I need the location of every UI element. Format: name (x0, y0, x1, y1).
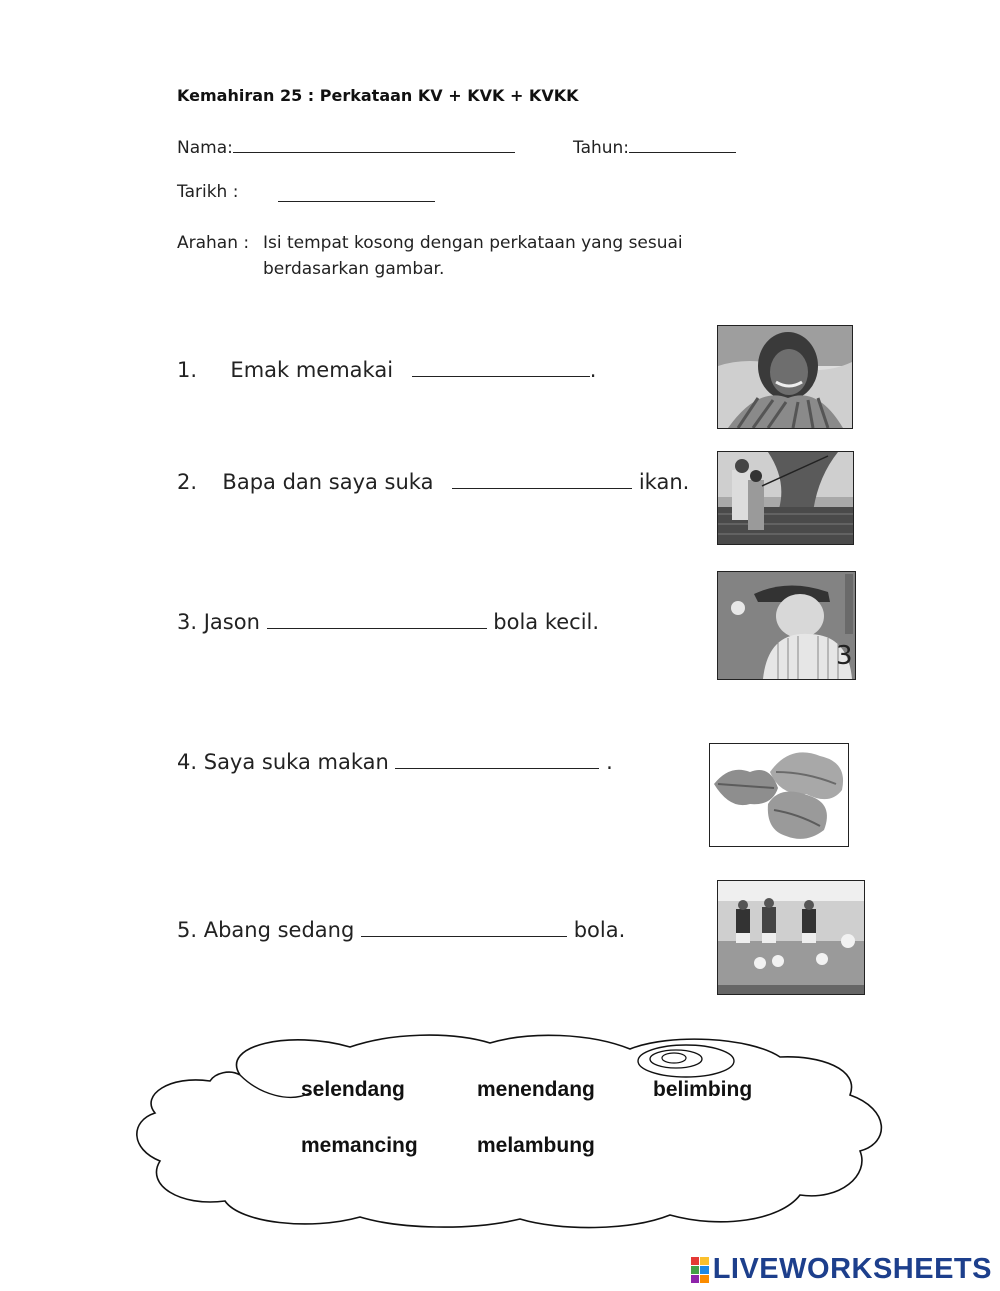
word-bank-cloud (130, 1025, 890, 1235)
date-row (177, 182, 238, 202)
answer-blank-1[interactable] (412, 356, 590, 377)
word-bank-word-2[interactable]: menendang (477, 1078, 595, 1101)
name-row (177, 134, 515, 158)
question-text-after: bola kecil. (493, 610, 600, 634)
question-1 (177, 356, 596, 382)
question-text-before: Saya suka makan (203, 750, 389, 774)
year-row (573, 134, 736, 158)
starfruit-photo (709, 743, 849, 847)
worksheet-title: Kemahiran 25 : Perkataan KV + KVK + KVKK (177, 86, 579, 105)
liveworksheets-logo[interactable] (691, 1253, 992, 1286)
question-2 (177, 468, 689, 494)
question-text-before: Bapa dan saya suka (222, 470, 434, 494)
question-text-after: bola. (573, 918, 626, 942)
answer-blank-3[interactable] (267, 608, 487, 629)
woman-with-shawl-photo (717, 325, 853, 429)
word-bank-word-4[interactable]: memancing (301, 1134, 418, 1157)
instruction-label: Arahan : (177, 233, 250, 253)
instruction-line2: berdasarkan gambar. (263, 259, 445, 279)
question-3 (177, 608, 599, 634)
question-number: 1. (177, 358, 198, 382)
question-text-before: Abang sedang (203, 918, 355, 942)
answer-blank-5[interactable] (361, 916, 567, 937)
question-text-before: Emak memakai (230, 358, 394, 382)
word-bank-word-5[interactable]: melambung (477, 1134, 595, 1157)
date-label: Tarikh : (177, 182, 239, 202)
name-line (233, 134, 515, 153)
year-line (629, 134, 736, 153)
liveworksheets-logo-icon (691, 1257, 709, 1283)
kids-soccer-photo (717, 880, 865, 995)
date-line (278, 183, 435, 202)
instruction-line1: Isi tempat kosong dengan perkataan yang sesuai (263, 233, 683, 253)
word-bank-word-1[interactable]: selendang (301, 1078, 405, 1101)
question-text-after: . (589, 358, 597, 382)
question-text-after: . (606, 750, 613, 774)
liveworksheets-logo-text: LIVEWORKSHEETS (712, 1253, 992, 1285)
answer-blank-4[interactable] (395, 748, 599, 769)
question-text-after: ikan. (638, 470, 690, 494)
question-number: 3. (177, 610, 198, 634)
word-bank-word-3[interactable]: belimbing (653, 1078, 753, 1101)
question-4 (177, 748, 613, 774)
name-label: Nama: (177, 138, 233, 158)
year-label: Tahun: (573, 138, 630, 158)
answer-blank-2[interactable] (452, 468, 632, 489)
svg-text:3: 3 (836, 641, 853, 671)
question-text-before: Jason (203, 610, 260, 634)
fishing-photo (717, 451, 854, 545)
question-number: 4. (177, 750, 198, 774)
question-number: 2. (177, 470, 198, 494)
baseball-player-photo (717, 571, 856, 680)
question-number: 5. (177, 918, 198, 942)
question-5 (177, 916, 625, 942)
